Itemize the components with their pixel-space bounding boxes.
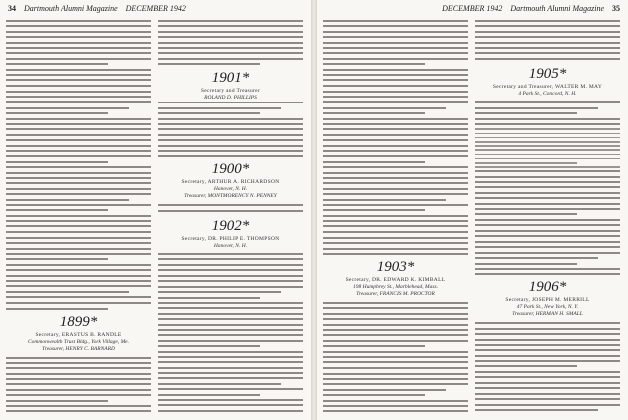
text-line [158,204,303,206]
class-year-heading: 1903* [376,259,415,276]
text-line [158,340,303,342]
text-line [323,324,468,326]
text-line [475,192,620,194]
text-line [475,355,620,357]
text-line [475,404,620,406]
text-block [475,322,620,414]
text-line [6,20,151,22]
text-line [323,389,446,391]
class-treasurer-line: Treasurer, HENRY C. BARNARD [42,345,115,352]
text-line [323,209,425,211]
text-line [6,58,151,60]
left-page-number: 34 [8,4,16,13]
text-line [323,367,468,369]
text-line [475,387,620,389]
text-line [475,31,620,33]
text-line [323,307,468,309]
text-line [158,58,303,60]
text-line [323,31,468,33]
left-issue-date: DECEMBER 1942 [125,4,186,13]
text-line [6,269,151,271]
text-line [323,101,468,103]
text-line [323,204,468,206]
text-block [475,170,620,275]
left-page-header [8,4,186,16]
text-line [158,107,281,109]
text-line [6,101,151,103]
text-line [158,280,303,282]
text-line [6,280,151,282]
text-line [323,361,468,363]
page-gutter [311,0,317,420]
text-line [323,139,468,141]
text-line [323,52,468,54]
text-line [158,404,303,406]
class-secretary-line: Secretary and Treasurer [200,88,261,94]
text-line [475,154,620,156]
text-block [323,20,468,255]
text-line [475,328,620,330]
text-line [323,58,468,60]
text-line [6,248,151,250]
text-line [323,329,468,331]
text-line [323,161,425,163]
text-line [323,47,468,49]
text-line [6,291,129,293]
text-line [323,20,468,22]
text-line [6,389,151,391]
text-line [323,177,468,179]
text-line [475,333,620,335]
text-line [323,79,468,81]
text-line [6,242,151,244]
text-line [6,357,151,359]
text-line [475,263,577,265]
text-line [6,96,151,98]
text-line [475,58,620,60]
text-line [475,47,620,49]
text-line [6,134,151,136]
text-line [475,123,620,125]
text-line [6,118,151,120]
text-line [158,334,303,336]
text-line [6,264,151,266]
text-line [158,297,260,299]
text-line [475,339,620,341]
text-line [158,20,303,22]
class-secretary-line: Secretary, ERASTUS B. RANDLE [35,331,122,338]
text-line [323,123,468,125]
text-line [475,133,620,135]
text-line [6,161,108,163]
text-line [475,118,620,120]
text-block [6,20,151,310]
text-line [475,162,577,164]
text-line [323,313,468,315]
text-line [158,210,303,212]
text-line [475,344,620,346]
text-line [158,361,303,363]
text-line [6,225,151,227]
class-secretary-line: Secretary, JOSEPH M. MERRILL [505,297,590,304]
text-line [6,258,108,260]
class-year-heading: 1901* [211,70,250,86]
text-line [323,199,446,201]
class-1901-block [158,66,303,102]
text-line [6,177,151,179]
text-line [6,31,151,33]
text-line [323,248,468,250]
text-line [475,365,577,367]
text-line [158,128,303,130]
text-line [6,383,151,385]
text-line [158,410,303,412]
class-secretary-line: Secretary, DR. PHILIP E. THOMPSON [181,236,280,242]
text-line [6,285,151,287]
class-secretary-address: 198 Humphrey St., Marblehead, Mass. [352,284,439,291]
text-line [6,367,151,369]
text-line [6,155,151,157]
text-line [475,107,598,109]
class-secretary-line: Secretary and Treasurer, WALTER M. MAY [492,84,603,90]
text-line [323,318,468,320]
text-line [475,170,620,172]
text-line [323,225,468,227]
text-line [6,52,151,54]
text-line [475,252,620,254]
class-1902-block [158,214,303,250]
text-line [6,237,151,239]
text-line [475,137,620,139]
text-line [6,400,108,402]
class-secretary-address: Hanover, N. H. [213,186,248,193]
class-1905-block [475,62,620,98]
text-line [6,209,108,211]
class-secretary-address: 4 Park St., Concord, N. H. [518,91,577,97]
text-line [475,393,620,395]
text-line [323,166,468,168]
text-line [158,372,303,374]
text-line [158,145,303,147]
text-line [158,302,303,304]
text-line [158,139,303,141]
text-line [475,246,620,248]
text-line [323,378,468,380]
class-secretary-address: ROLAND D. PHILLIPS [204,95,257,101]
text-line [475,219,620,221]
text-line [323,188,468,190]
text-line [6,42,151,44]
text-line [6,220,151,222]
text-line [475,382,620,384]
text-line [323,74,468,76]
text-line [158,112,260,114]
text-line [323,394,425,396]
text-line [323,85,468,87]
text-line [158,286,303,288]
text-line [475,268,620,270]
text-line [158,383,281,385]
text-line [6,373,151,375]
text-line [323,237,468,239]
text-line [6,150,151,152]
text-line [6,128,151,130]
text-line [6,405,151,407]
text-line [158,123,303,125]
text-line [475,145,620,147]
class-year-heading: 1905* [528,66,567,82]
text-line [475,166,620,168]
text-line [158,291,281,293]
text-line [323,373,468,375]
text-line [158,356,303,358]
text-line [158,394,260,396]
text-line [158,31,303,33]
text-line [6,79,151,81]
text-line [6,410,151,412]
class-secretary-address: Hanover, N. H. [213,243,248,249]
class-year-heading: 1906* [528,279,567,296]
text-line [6,188,151,190]
text-line [158,258,303,260]
text-line [158,377,303,379]
text-line [158,345,260,347]
text-line [158,313,303,315]
text-line [323,220,468,222]
text-line [6,36,151,38]
text-line [6,394,151,396]
text-line [6,378,151,380]
text-line [158,351,303,353]
text-line [475,101,620,103]
text-line [475,141,620,143]
text-line [475,128,620,130]
text-line [6,74,151,76]
text-line [6,204,151,206]
text-line [6,107,129,109]
text-line [475,376,620,378]
text-line [6,69,151,71]
class-year-heading: 1899* [59,313,98,330]
text-line [475,20,620,22]
text-line [323,36,468,38]
text-line [475,42,620,44]
text-block [6,357,151,414]
text-line [323,118,468,120]
text-line [6,302,151,304]
text-line [6,193,151,195]
text-line [6,275,151,277]
text-line [6,199,129,201]
text-line [323,400,468,402]
class-year-heading: 1902* [211,218,250,234]
text-line [323,193,468,195]
class-secretary-address: 47 Park St., New York, N. Y. [516,304,579,311]
text-line [158,307,303,309]
text-line [323,42,468,44]
text-line [6,63,108,65]
text-line [475,257,598,259]
text-line [323,253,468,255]
text-line [475,409,598,411]
text-line [6,308,108,310]
text-line [158,329,303,331]
text-line [6,139,151,141]
text-line [158,399,303,401]
text-line [475,322,620,324]
text-line [6,172,151,174]
text-line [475,149,620,151]
text-line [475,176,620,178]
text-line [158,275,303,277]
text-line [323,150,468,152]
text-line [475,273,620,275]
text-line [475,213,577,215]
class-secretary-line: Secretary, DR. EDWARD K. KIMBALL [345,277,446,284]
class-secretary-address: Commonwealth Trust Bldg., York Village, Me. [28,338,129,345]
text-line [6,231,151,233]
text-line [323,134,468,136]
text-line [158,47,303,49]
text-line [158,264,303,266]
text-line [6,296,151,298]
text-line [323,405,468,407]
class-secretary-line: Secretary, ARTHUR A. RICHARDSON [181,179,280,186]
text-line [323,128,468,130]
text-line [475,224,620,226]
text-line [6,215,151,217]
text-line [475,36,620,38]
class-year-heading: 1900* [211,161,250,178]
text-line [323,340,468,342]
text-line [323,215,468,217]
text-line [6,47,151,49]
text-line [475,203,620,205]
text-line [158,63,260,65]
text-line [475,241,620,243]
text-line [323,182,468,184]
text-line [323,96,468,98]
text-line [475,208,620,210]
text-line [475,371,620,373]
text-block [323,302,468,414]
text-line [158,52,303,54]
text-line [158,134,303,136]
text-line [323,356,468,358]
text-line [323,242,468,244]
text-line [323,172,468,174]
text-line [6,166,151,168]
text-line [323,145,468,147]
left-magazine-title: Dartmouth Alumni Magazine [24,4,118,13]
text-line [6,25,151,27]
text-line [158,42,303,44]
text-line [475,112,577,114]
text-line [158,118,303,120]
text-line [323,231,468,233]
text-line [475,158,620,160]
text-line [475,197,620,199]
right-magazine-title: Dartmouth Alumni Magazine [510,4,604,13]
text-line [323,345,425,347]
text-line [475,25,620,27]
class-treasurer-line: Treasurer, HERMAN H. SMALL [512,311,583,318]
text-line [323,302,468,304]
text-line [323,107,446,109]
column-3 [323,20,468,414]
text-line [475,52,620,54]
text-line [475,349,620,351]
text-line [323,334,468,336]
text-line [6,182,151,184]
column-1 [6,20,151,414]
text-line [6,253,151,255]
text-line [158,253,303,255]
text-line [6,85,151,87]
text-line [475,235,620,237]
text-line [323,351,468,353]
text-line [6,123,151,125]
text-line [475,398,620,400]
text-line [323,63,425,65]
text-line [6,112,108,114]
text-line [323,410,468,412]
text-line [323,155,468,157]
text-line [158,269,303,271]
text-line [158,367,303,369]
text-line [6,91,151,93]
text-line [158,388,303,390]
text-line [158,36,303,38]
text-line [158,324,303,326]
text-line [323,91,468,93]
text-line [323,383,468,385]
text-line [475,181,620,183]
text-line [158,155,303,157]
right-page-header [442,4,620,16]
text-line [475,230,620,232]
text-line [475,186,620,188]
class-treasurer-line: Treasurer, FRANCIS M. PROCTOR [356,291,435,298]
text-line [158,150,303,152]
text-block [475,128,620,167]
right-issue-date: DECEMBER 1942 [442,4,503,13]
text-line [323,25,468,27]
small-print-note [475,128,620,167]
text-line [158,25,303,27]
text-line [6,362,151,364]
text-line [323,69,468,71]
right-page-number: 35 [612,4,620,13]
text-line [6,145,151,147]
class-treasurer-line: Treasurer, MONTMORENCY N. PENNEY [184,193,277,200]
text-line [475,360,620,362]
text-line [158,318,303,320]
text-line [323,112,425,114]
